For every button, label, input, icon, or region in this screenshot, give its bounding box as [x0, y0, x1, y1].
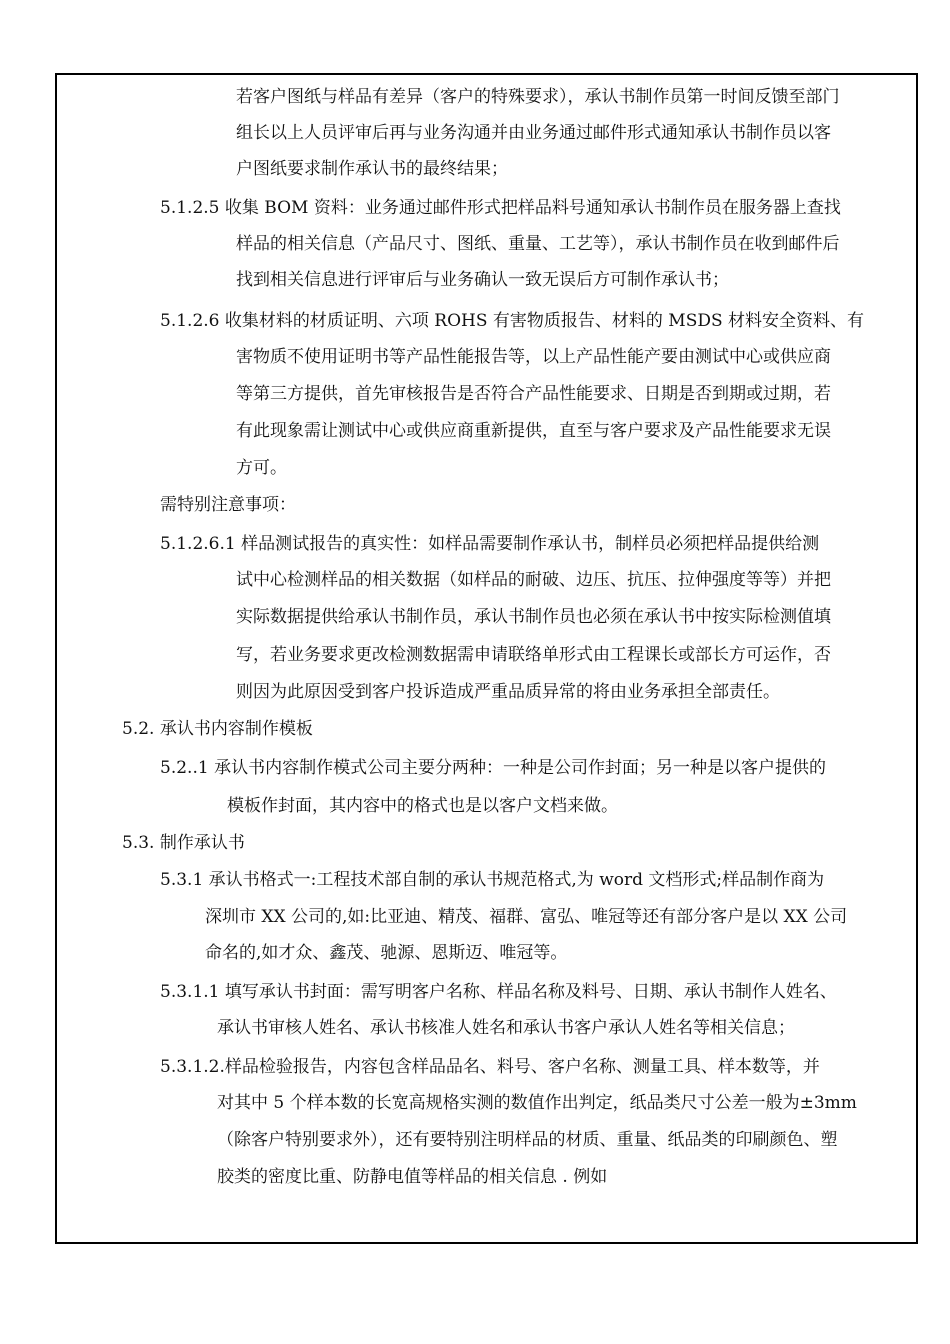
text-line: 有此现象需让测试中心或供应商重新提供，直至与客户要求及产品性能要求无误: [236, 421, 831, 441]
text-line: 找到相关信息进行评审后与业务确认一致无误后方可制作承认书；: [236, 270, 729, 290]
section-heading: 5.3. 制作承认书: [122, 833, 245, 853]
text-line: 试中心检测样品的相关数据（如样品的耐破、边压、抗压、拉伸强度等等）并把: [236, 570, 831, 590]
text-line: 则因为此原因受到客户投诉造成严重品质异常的将由业务承担全部责任。: [236, 682, 780, 702]
text-line: 5.1.2.6 收集材料的材质证明、六项 ROHS 有害物质报告、材料的 MSDS 材料安全资料、有: [160, 311, 865, 331]
text-line: 等第三方提供，首先审核报告是否符合产品性能要求、日期是否到期或过期，若: [236, 384, 831, 404]
text-line: 组长以上人员评审后再与业务沟通并由业务通过邮件形式通知承认书制作员以客: [236, 123, 831, 143]
text-line: 样品的相关信息（产品尺寸、图纸、重量、工艺等），承认书制作员在收到邮件后: [236, 234, 840, 254]
text-line: 胶类的密度比重、防静电值等样品的相关信息 . 例如: [217, 1167, 608, 1187]
text-line: 方可。: [236, 458, 287, 478]
section-note-heading: 需特别注意事项：: [160, 495, 296, 515]
text-line: 承认书审核人姓名、承认书核准人姓名和承认书客户承认人姓名等相关信息；: [217, 1018, 795, 1038]
text-line: 模板作封面，其内容中的格式也是以客户文档来做。: [227, 796, 618, 816]
text-line: 命名的,如才众、鑫茂、驰源、恩斯迈、唯冠等。: [205, 943, 568, 963]
text-line: 户图纸要求制作承认书的最终结果；: [236, 159, 508, 179]
text-line: 5.3.1.2.样品检验报告，内容包含样品品名、料号、客户名称、测量工具、样本数等，并: [160, 1057, 820, 1077]
text-line: 5.2..1 承认书内容制作模式公司主要分两种：一种是公司作封面；另一种是以客户提供的: [160, 758, 827, 778]
text-line: 对其中 5 个样本数的长宽高规格实测的数值作出判定，纸品类尺寸公差一般为±3mm: [217, 1093, 857, 1113]
text-line: 害物质不使用证明书等产品性能报告等，以上产品性能产要由测试中心或供应商: [236, 347, 831, 367]
text-line: 5.3.1.1 填写承认书封面：需写明客户名称、样品名称及料号、日期、承认书制作人姓名、: [160, 982, 837, 1002]
text-line: 若客户图纸与样品有差异（客户的特殊要求），承认书制作员第一时间反馈至部门: [236, 87, 840, 107]
text-line: 写，若业务要求更改检测数据需申请联络单形式由工程课长或部长方可运作，否: [236, 645, 831, 665]
text-line: 5.1.2.6.1 样品测试报告的真实性：如样品需要制作承认书，制样员必须把样品提供给测: [160, 534, 820, 554]
text-line: 深圳市 XX 公司的,如:比亚迪、精茂、福群、富弘、唯冠等还有部分客户是以 XX 公司: [205, 907, 848, 927]
section-heading: 5.2. 承认书内容制作模板: [122, 719, 313, 739]
text-line: 5.3.1 承认书格式一:工程技术部自制的承认书规范格式,为 word 文档形式;样品制作商为: [160, 870, 825, 890]
text-line: 实际数据提供给承认书制作员，承认书制作员也必须在承认书中按实际检测值填: [236, 607, 831, 627]
text-line: 5.1.2.5 收集 BOM 资料：业务通过邮件形式把样品料号通知承认书制作员在服务器上查找: [160, 198, 841, 218]
text-line: （除客户特别要求外），还有要特别注明样品的材质、重量、纸品类的印刷颜色、塑: [217, 1130, 838, 1150]
